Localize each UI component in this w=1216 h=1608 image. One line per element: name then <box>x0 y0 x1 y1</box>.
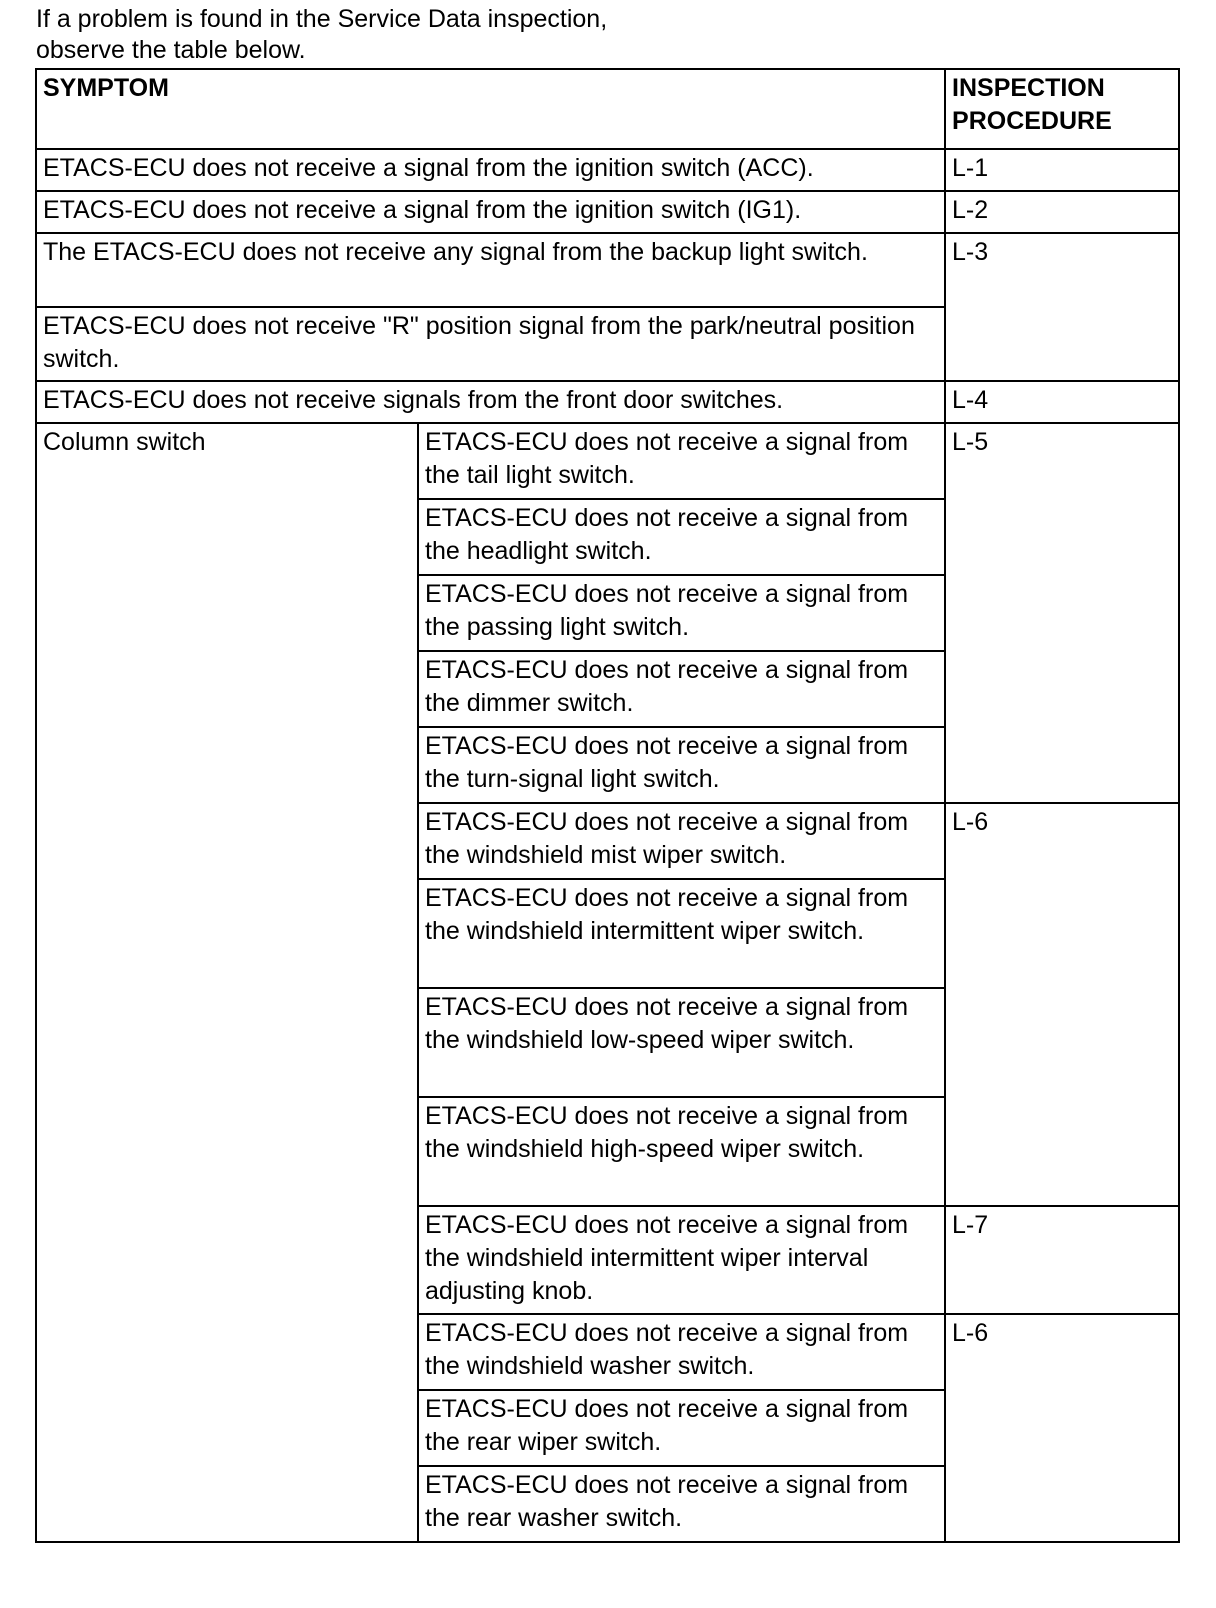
table-row <box>36 423 1179 499</box>
symptom-cell: ETACS-ECU does not receive a signal from the windshield mist wiper switch. <box>418 803 945 879</box>
intro-line-2: observe the table below. <box>36 36 306 64</box>
procedure-cell: L-1 <box>945 149 1179 191</box>
header-inspection-procedure: INSPECTION PROCEDURE <box>945 69 1179 149</box>
header-symptom: SYMPTOM <box>36 69 945 149</box>
procedure-cell: L-6 <box>945 1314 1179 1542</box>
procedure-cell: L-2 <box>945 191 1179 233</box>
table-row <box>36 233 1179 307</box>
table-row <box>36 149 1179 191</box>
intro-line-1: If a problem is found in the Service Data inspection, <box>36 5 608 33</box>
table-row <box>36 191 1179 233</box>
column-switch-group-label: Column switch <box>36 423 418 1542</box>
symptom-cell: ETACS-ECU does not receive a signal from the passing light switch. <box>418 575 945 651</box>
procedure-cell: L-3 <box>945 233 1179 381</box>
symptom-cell: ETACS-ECU does not receive a signal from the windshield low-speed wiper switch. <box>418 988 945 1097</box>
symptom-cell: ETACS-ECU does not receive a signal from the windshield intermittent wiper switch. <box>418 879 945 988</box>
symptom-cell: ETACS-ECU does not receive signals from the front door switches. <box>36 381 945 423</box>
symptom-cell: ETACS-ECU does not receive a signal from the rear washer switch. <box>418 1466 945 1542</box>
symptom-cell: ETACS-ECU does not receive a signal from the windshield high-speed wiper switch. <box>418 1097 945 1206</box>
procedure-cell: L-6 <box>945 803 1179 1206</box>
symptom-cell: ETACS-ECU does not receive a signal from the tail light switch. <box>418 423 945 499</box>
procedure-cell: L-4 <box>945 381 1179 423</box>
symptom-cell: ETACS-ECU does not receive a signal from the rear wiper switch. <box>418 1390 945 1466</box>
symptom-cell: ETACS-ECU does not receive "R" position signal from the park/neutral position switch. <box>36 307 945 381</box>
symptom-table <box>35 68 1180 1543</box>
intro-text <box>36 4 607 66</box>
symptom-cell: ETACS-ECU does not receive a signal from the ignition switch (IG1). <box>36 191 945 233</box>
symptom-cell: The ETACS-ECU does not receive any signal from the backup light switch. <box>36 233 945 307</box>
table-header-row <box>36 69 1179 149</box>
procedure-cell: L-7 <box>945 1206 1179 1314</box>
table-row <box>36 381 1179 423</box>
symptom-cell: ETACS-ECU does not receive a signal from the dimmer switch. <box>418 651 945 727</box>
symptom-cell: ETACS-ECU does not receive a signal from the headlight switch. <box>418 499 945 575</box>
procedure-cell: L-5 <box>945 423 1179 803</box>
symptom-cell: ETACS-ECU does not receive a signal from the ignition switch (ACC). <box>36 149 945 191</box>
symptom-cell: ETACS-ECU does not receive a signal from the windshield intermittent wiper interval adjusting knob. <box>418 1206 945 1314</box>
symptom-cell: ETACS-ECU does not receive a signal from the turn-signal light switch. <box>418 727 945 803</box>
symptom-cell: ETACS-ECU does not receive a signal from the windshield washer switch. <box>418 1314 945 1390</box>
